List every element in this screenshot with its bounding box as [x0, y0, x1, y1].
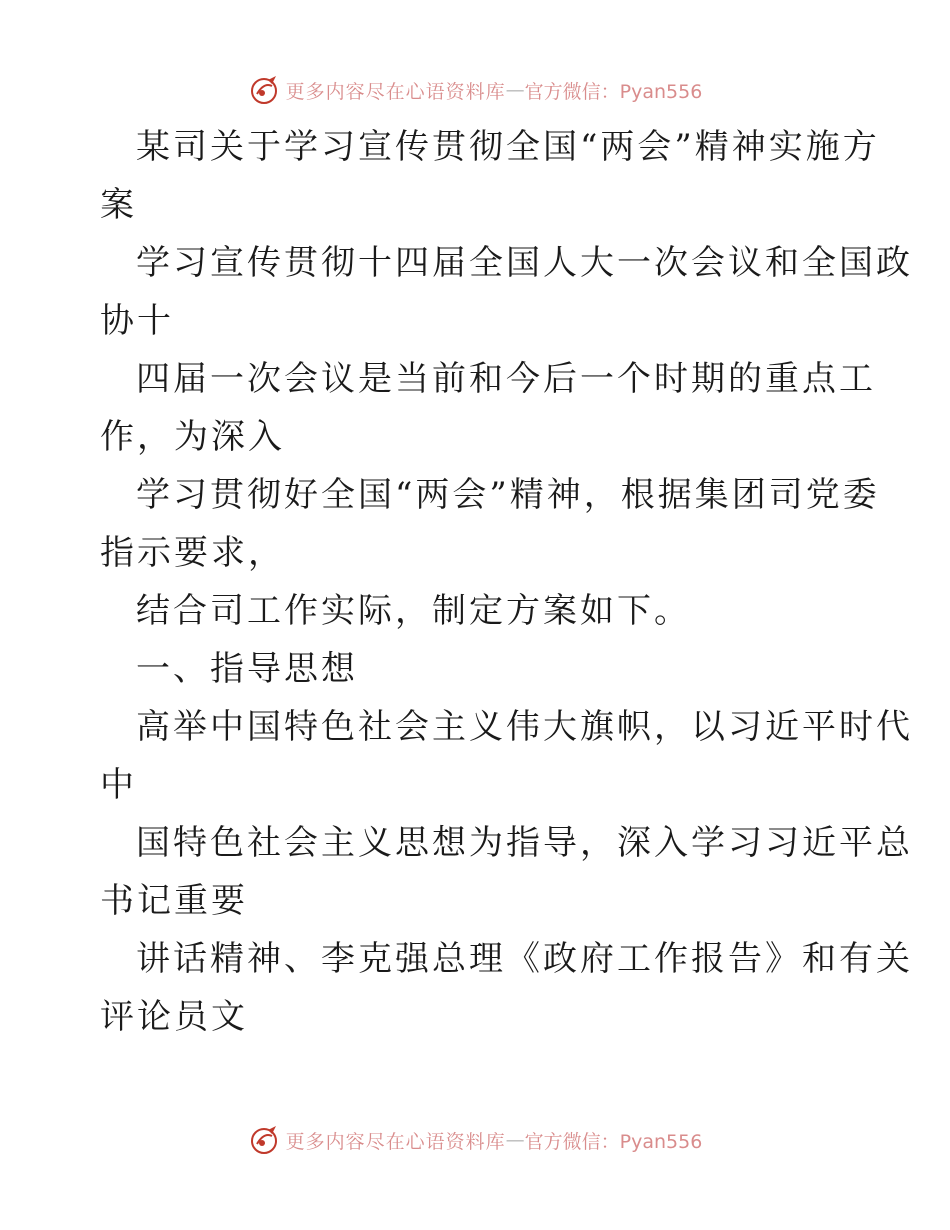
- library-logo-icon: [248, 1124, 280, 1156]
- doc-line: 学习宣传贯彻十四届全国人大一次会议和全国政: [136, 243, 913, 283]
- doc-line: 四届一次会议是当前和今后一个时期的重点工: [136, 359, 876, 399]
- doc-line: 中: [100, 765, 137, 805]
- doc-line: 指示要求，: [100, 533, 285, 573]
- watermark-wechat: 官方微信：Pyan556: [524, 80, 703, 103]
- doc-line: 学习贯彻好全国“两会”精神，根据集团司党委: [136, 475, 880, 515]
- library-logo-icon: [248, 74, 280, 106]
- watermark-dash: —: [505, 1129, 525, 1151]
- footer-watermark: [0, 1122, 950, 1158]
- section-heading: 一、指导思想: [136, 649, 358, 689]
- doc-line: 高举中国特色社会主义伟大旗帜，以习近平时代: [136, 707, 913, 747]
- watermark-wechat: 官方微信：Pyan556: [524, 1130, 703, 1153]
- doc-line: 讲话精神、李克强总理《政府工作报告》和有关: [136, 939, 913, 979]
- watermark-text: 更多内容尽在心语资料库: [285, 1130, 506, 1153]
- doc-line: 评论员文: [100, 997, 248, 1037]
- doc-line: 书记重要: [100, 881, 248, 921]
- doc-line: 协十: [100, 301, 174, 341]
- doc-line: 结合司工作实际，制定方案如下。: [136, 591, 691, 631]
- doc-line-title: 某司关于学习宣传贯彻全国“两会”精神实施方: [136, 127, 880, 167]
- document-body: [100, 118, 913, 1046]
- doc-line: 作，为深入: [100, 417, 285, 457]
- watermark-text: 更多内容尽在心语资料库: [285, 80, 506, 103]
- header-watermark: [0, 72, 950, 108]
- doc-line: 国特色社会主义思想为指导，深入学习习近平总: [136, 823, 913, 863]
- doc-line-title-cont: 案: [100, 185, 137, 225]
- watermark-dash: —: [505, 79, 525, 101]
